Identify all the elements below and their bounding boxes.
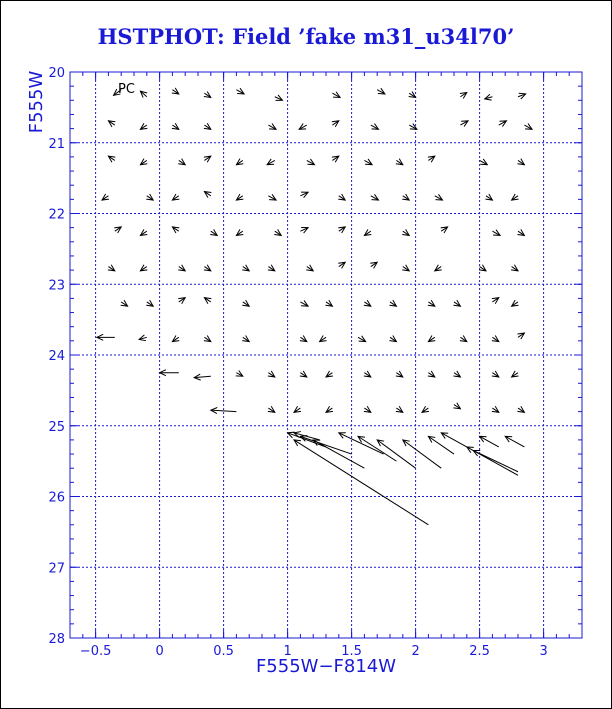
vector-arrow — [300, 192, 308, 198]
vector-arrow — [370, 262, 377, 268]
vector-arrow — [326, 406, 333, 412]
vector-arrow — [204, 265, 211, 271]
vector-arrow — [389, 300, 396, 306]
vector-arrow — [146, 194, 153, 200]
vector-arrow — [194, 374, 211, 380]
vector-arrow — [338, 194, 345, 200]
vector-arrow — [518, 93, 526, 99]
vector-arrow — [294, 440, 428, 525]
vector-arrow — [512, 371, 519, 377]
grid-lines — [70, 72, 582, 638]
vector-arrow — [102, 194, 109, 200]
vector-arrow — [396, 159, 403, 165]
vector-arrow — [204, 156, 211, 162]
vector-arrow — [428, 336, 435, 342]
x-tick-label: 2.5 — [469, 644, 490, 659]
vector-arrow — [338, 262, 345, 268]
vector-arrow — [172, 336, 179, 342]
vector-arrow — [172, 88, 179, 94]
vector-arrow — [178, 265, 185, 271]
vector-arrow — [274, 229, 281, 235]
vector-arrow — [517, 406, 524, 412]
vector-arrow — [236, 88, 244, 94]
vector-arrow — [108, 121, 115, 127]
vector-arrow — [492, 406, 499, 412]
vector-arrow — [268, 406, 275, 412]
vector-arrow — [389, 336, 396, 342]
vector-arrow — [402, 194, 409, 200]
vector-arrow — [499, 121, 507, 127]
vector-arrow — [492, 230, 500, 236]
vector-arrow — [268, 194, 276, 200]
vector-arrow — [435, 265, 442, 271]
vector-arrow — [326, 371, 333, 377]
y-tick-label: 21 — [48, 136, 65, 152]
vector-arrow — [325, 300, 332, 306]
vector-arrow — [460, 93, 467, 99]
vector-arrow — [172, 227, 179, 233]
vector-arrow — [268, 265, 275, 271]
vector-arrow — [524, 124, 532, 130]
y-tick-label: 27 — [48, 561, 65, 577]
vector-arrow — [140, 159, 147, 165]
vector-arrow — [300, 336, 307, 342]
vector-arrow — [428, 436, 454, 454]
y-axis-label: F555W — [26, 70, 47, 134]
vector-arrow — [140, 91, 147, 97]
vector-arrow — [505, 436, 524, 447]
vector-arrow — [268, 371, 275, 377]
y-tick-label: 24 — [48, 349, 65, 364]
chart-title: HSTPHOT: Field ’fake m31_u34l70’ — [97, 24, 515, 49]
vector-arrow — [492, 298, 499, 304]
vector-arrow — [121, 300, 128, 306]
vector-arrow — [364, 371, 371, 377]
vector-arrow — [460, 336, 467, 342]
vector-arrow — [371, 194, 379, 200]
vector-arrow — [236, 229, 243, 235]
y-tick-label: 25 — [48, 419, 65, 435]
vector-arrow — [172, 194, 179, 200]
y-tick-label: 26 — [48, 490, 65, 506]
vector-arrow — [396, 406, 403, 412]
y-tick-label: 22 — [48, 207, 65, 223]
vector-arrow — [409, 91, 416, 97]
vector-arrow — [294, 406, 301, 412]
vector-arrow — [402, 229, 409, 235]
y-tick-label: 28 — [48, 632, 65, 647]
vector-arrow — [492, 371, 499, 377]
vector-arrow — [242, 265, 249, 271]
vector-arrow — [517, 159, 524, 165]
vector-arrow — [108, 156, 115, 162]
vector-arrow — [114, 227, 121, 233]
vector-arrow — [453, 371, 460, 377]
vector-arrow — [313, 440, 364, 468]
vector-arrow — [453, 403, 460, 409]
vector-arrow — [364, 229, 371, 235]
vector-arrow — [236, 194, 243, 200]
x-tick-label: 3 — [539, 644, 548, 659]
vector-arrow — [236, 371, 243, 377]
vector-arrow — [97, 334, 115, 340]
vector-arrow — [299, 124, 307, 130]
vector-arrow — [300, 371, 307, 377]
vector-arrow — [267, 159, 275, 165]
vector-arrow — [428, 300, 435, 306]
vector-arrow — [422, 406, 429, 412]
vector-arrow — [140, 229, 147, 235]
vector-arrow — [300, 436, 351, 455]
vector-arrow — [492, 336, 499, 342]
vector-arrow — [364, 300, 371, 306]
vector-arrow — [377, 88, 385, 94]
vector-arrow — [108, 265, 115, 271]
vector-arrow — [300, 300, 308, 306]
vector-arrows — [97, 88, 532, 525]
vector-arrow — [268, 124, 276, 130]
vector-arrow — [140, 265, 147, 271]
vector-arrow — [242, 336, 249, 342]
x-tick-label: 0 — [155, 644, 164, 659]
vector-arrow — [371, 124, 379, 130]
vector-arrow — [300, 228, 308, 234]
vector-arrow — [364, 159, 372, 165]
x-tick-label: −0.5 — [79, 644, 112, 659]
vector-arrow — [204, 336, 211, 342]
vector-arrow — [403, 440, 441, 468]
vector-arrow — [306, 265, 313, 271]
vector-arrow — [332, 121, 339, 127]
vector-arrow — [435, 194, 443, 200]
vector-arrow — [402, 265, 409, 271]
y-tick-label: 23 — [48, 278, 65, 294]
vector-arrow — [358, 336, 366, 342]
tick-labels — [48, 66, 547, 659]
vector-arrow — [485, 194, 492, 200]
vector-arrow — [146, 300, 153, 306]
vector-arrow — [453, 300, 460, 306]
vector-arrow — [160, 370, 179, 376]
vector-arrow — [441, 227, 448, 233]
vector-arrow — [275, 95, 283, 101]
vector-arrow — [428, 156, 435, 162]
vector-arrow — [204, 192, 211, 198]
vector-arrow — [332, 156, 339, 162]
vector-arrow — [242, 300, 249, 306]
vector-arrow — [428, 371, 435, 377]
vector-arrow — [479, 265, 486, 271]
vector-arrow — [441, 433, 467, 447]
vector-arrow — [204, 91, 211, 97]
pc-annotation: PC — [118, 82, 135, 97]
vector-arrow — [332, 92, 340, 98]
vector-arrow — [396, 371, 403, 377]
vector-arrow — [512, 300, 519, 306]
vector-arrow — [517, 229, 524, 235]
vector-arrow — [480, 159, 488, 165]
vector-arrow — [178, 159, 185, 165]
x-tick-label: 1.5 — [341, 644, 362, 659]
vector-arrow — [307, 159, 315, 165]
vector-arrow — [204, 298, 211, 304]
x-tick-label: 0.5 — [213, 644, 234, 659]
vector-arrow — [320, 336, 327, 342]
x-axis-label: F555W−F814W — [255, 656, 397, 677]
vector-arrow — [140, 123, 147, 129]
y-tick-label: 20 — [48, 66, 65, 81]
vector-arrow — [204, 123, 211, 129]
vector-arrow — [172, 123, 179, 129]
vector-arrow — [364, 406, 371, 412]
x-tick-label: 2 — [411, 644, 420, 659]
vector-arrow — [339, 433, 384, 454]
vector-arrow — [460, 121, 468, 127]
vector-arrow — [512, 194, 519, 200]
vector-arrow — [338, 227, 345, 233]
x-tick-label: 1 — [283, 644, 292, 659]
vector-arrow — [480, 436, 499, 447]
vector-arrow — [210, 229, 217, 235]
vector-arrow — [178, 298, 185, 304]
vector-arrow — [485, 94, 493, 100]
vector-arrow — [236, 159, 243, 165]
vector-arrow — [511, 265, 518, 271]
vector-arrow — [139, 335, 147, 341]
vector-arrow — [517, 333, 524, 339]
